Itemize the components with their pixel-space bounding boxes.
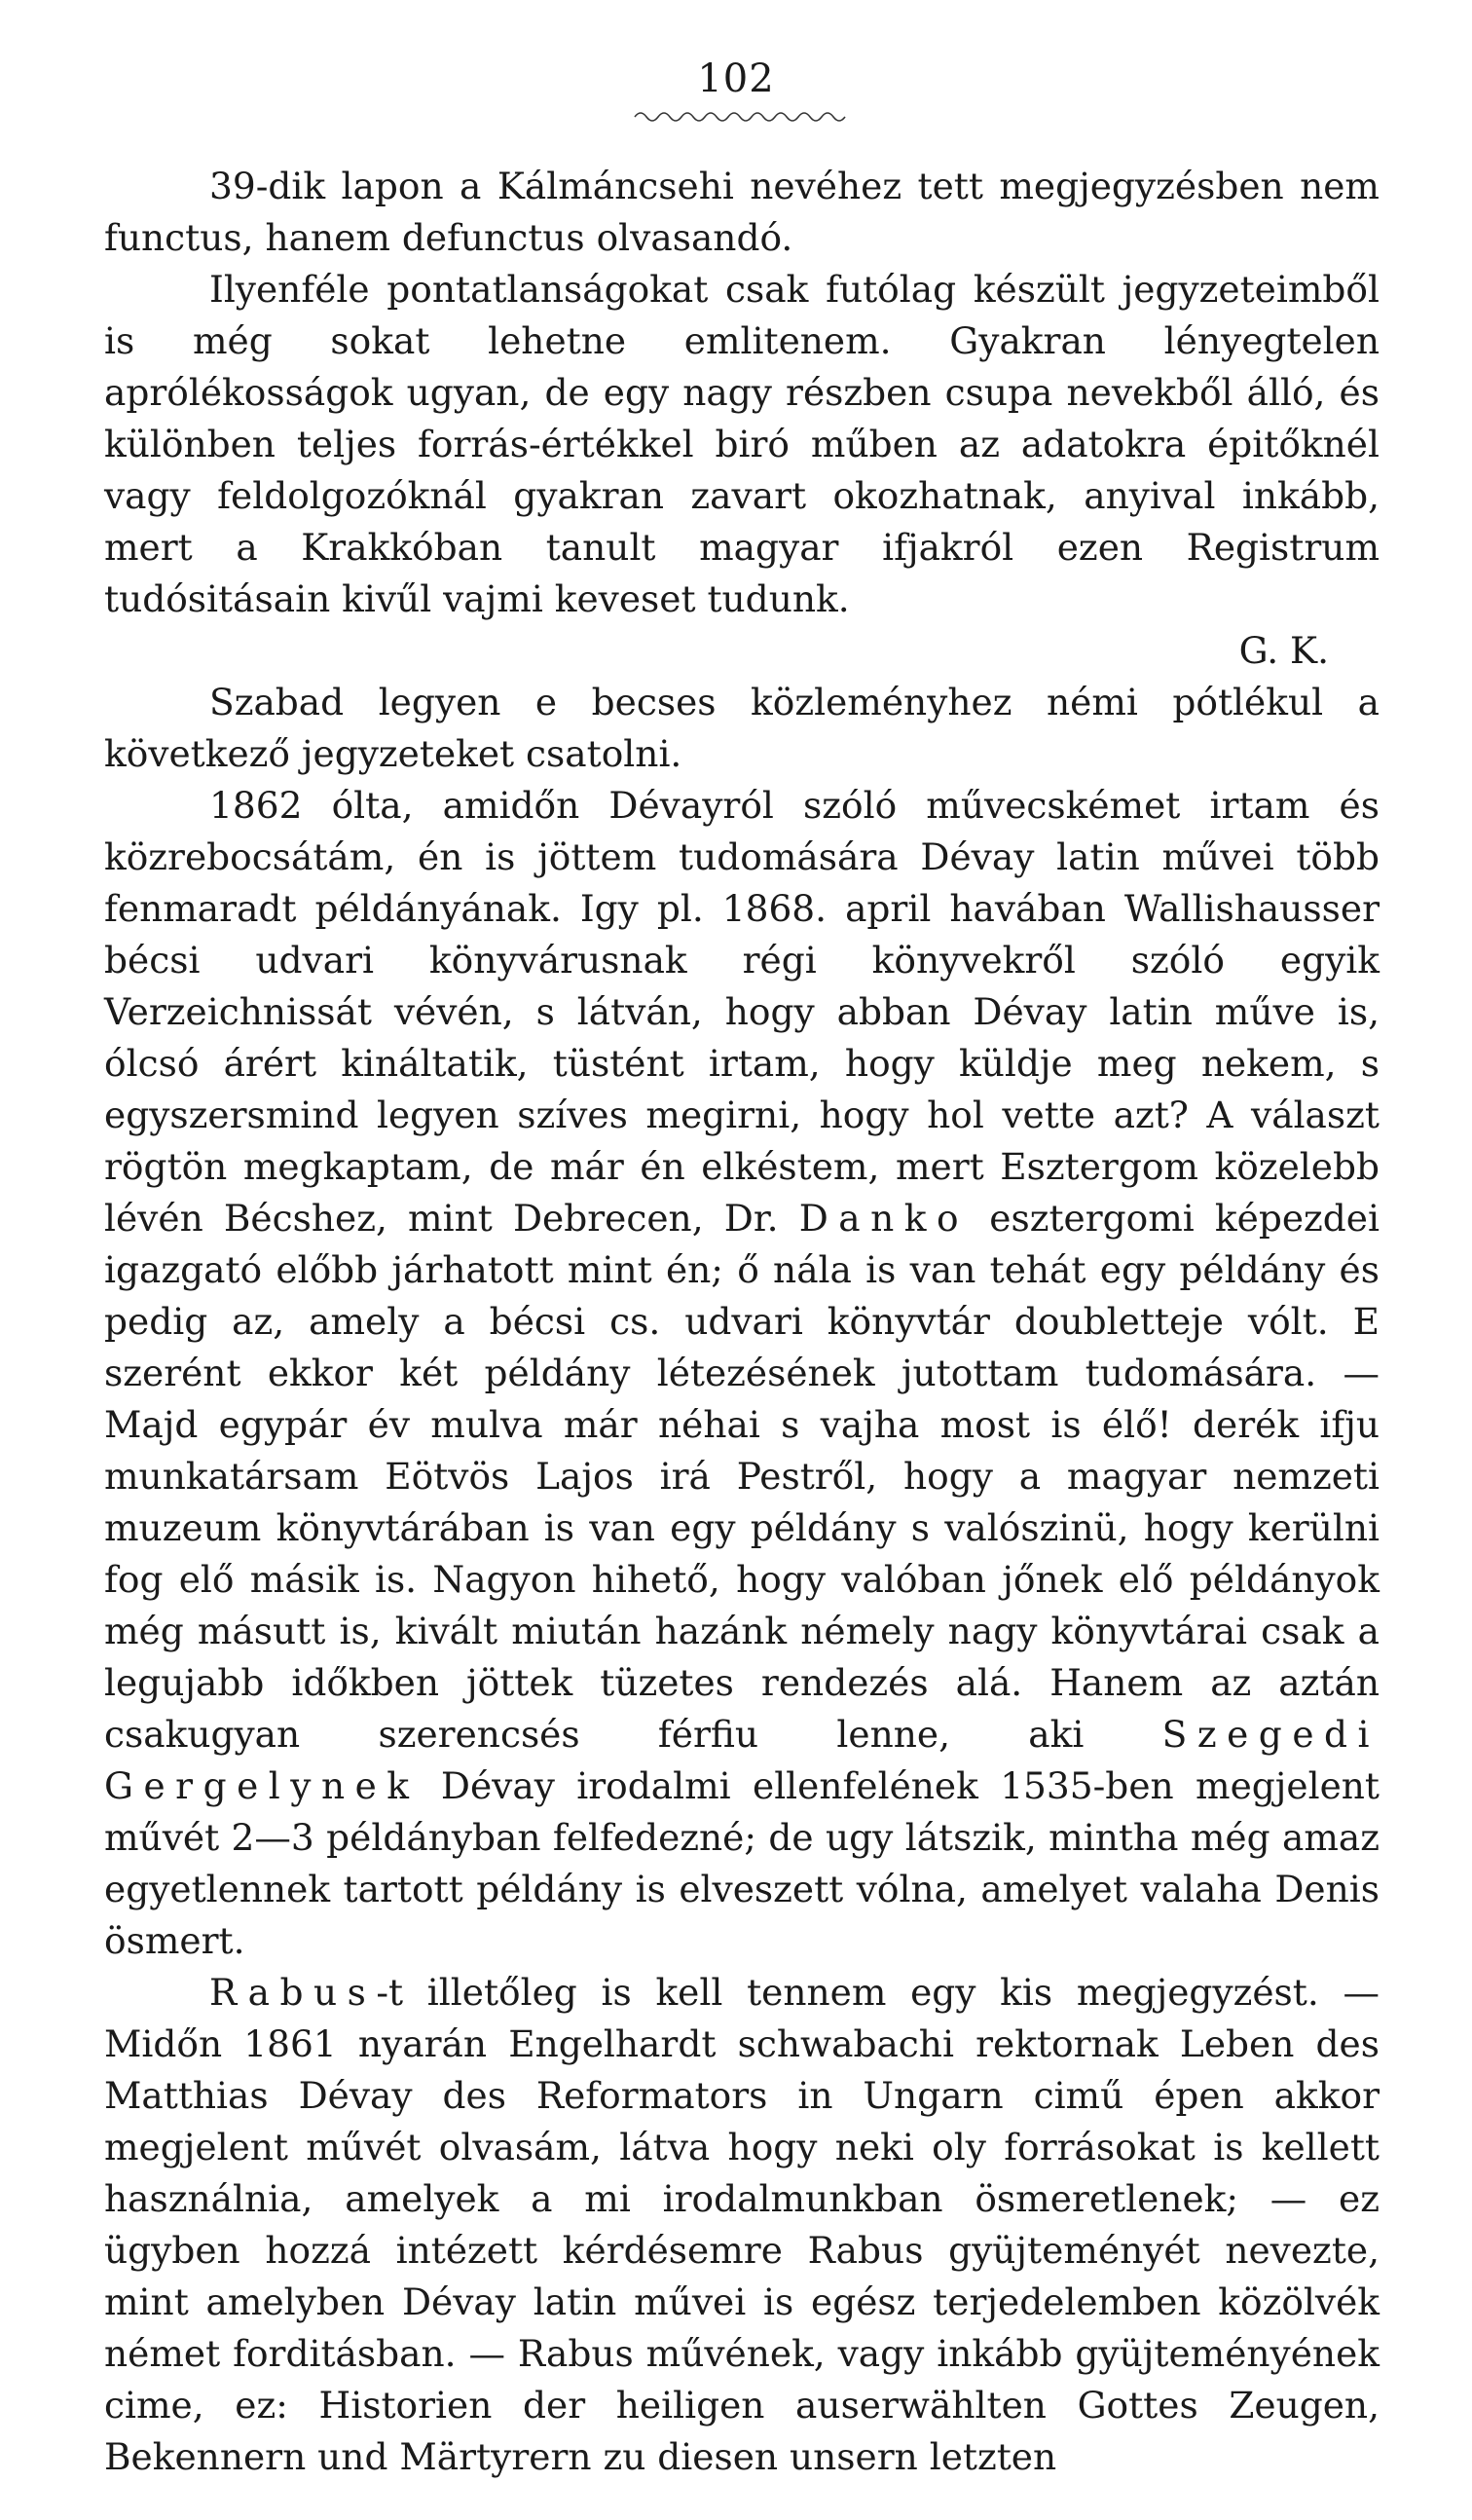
signature: G. K.: [1238, 629, 1329, 672]
paragraph-2: Ilyenféle pontatlanságokat csak futólag készült jegyzeteimből is még sokat lehetne emlitenem. Gyakran lényegtelen aprólékosságok ugyan, de egy nagy részben csupa nevekből álló, és különben teljes forrás-értékkel biró műben az adatokra épitőknél vagy feldolgozóknál gyakran zavart okozhatnak, anyival inkább, mert a Krakkóban tanult magyar ifjakról ezen Registrum tudósitásain kivűl vajmi keveset tudunk.: [104, 268, 1380, 620]
body-text: [104, 161, 1380, 2483]
paragraph-3: Szabad legyen e becses közleményhez némi pótlékul a következő jegyzeteket csatolni.: [104, 681, 1380, 775]
paragraph-4-part-3: Dévay irodalmi ellenfelének 1535-ben megjelent művét 2—3 példányban felfedezné; de ugy látszik, mintha még amaz egyetlennek tartott példány is elveszett vólna, amelyet valaha Denis ösmert.: [104, 1764, 1380, 1962]
paragraph-1: 39-dik lapon a Kálmáncsehi nevéhez tett megjegyzésben nem functus, hanem defunctus olvasandó.: [104, 165, 1380, 259]
wavy-ornament: [633, 107, 847, 127]
paragraph-4-part-1: 1862 ólta, amidőn Dévayról szóló művecskémet irtam és közrebocsátám, én is jöttem tudomására Dévay latin művei több fenmaradt példányának. Igy pl. 1868. april havában Wallishausser bécsi udvari könyvárusnak régi könyvekről szóló egyik Verzeichnissát vévén, s látván, hogy abban Dévay latin műve is, ólcsó árért kináltatik, tüstént irtam, hogy küldje meg nekem, s egyszersmind legyen szíves megirni, hogy hol vette azt? A választ rögtön megkaptam, de már én elkéstem, mert Esztergom közelebb lévén Bécshez, mint Debrecen, Dr.: [104, 784, 1380, 1240]
paragraph-5: [104, 1967, 1380, 2483]
name-danko: Danko: [798, 1197, 970, 1240]
paragraph-4: [104, 780, 1380, 1967]
name-szegedi-gergelynek: Szegedi Gergelynek: [104, 1713, 1380, 1807]
name-rabus: Rabus: [209, 1971, 377, 2014]
paragraph-4-part-2: esztergomi képezdei igazgató előbb járhatott mint én; ő nála is van tehát egy példány és pedig az, amely a bécsi cs. udvari könyvtár doubletteje vólt. E szerént ekkor két példány létezésének jutottam tudomására. — Majd egypár év mulva már néhai s vajha most is élő! derék ifju munkatársam Eötvös Lajos irá Pestről, hogy a magyar nemzeti muzeum könyvtárában is van egy példány s valószinü, hogy kerülni fog elő másik is. Nagyon hihető, hogy valóban jőnek elő példányok még másutt is, kivált miután hazánk némely nagy könyvtárai csak a legujabb időkben jöttek tüzetes rendezés alá. Hanem az aztán csakugyan szerencsés férfiu lenne, aki: [104, 1197, 1380, 1756]
page-number: 102: [697, 56, 775, 101]
paragraph-5-text: -t illetőleg is kell tennem egy kis megjegyzést. — Midőn 1861 nyarán Engelhardt schwabachi rektornak Leben des Matthias Dévay des Reformators in Ungarn cimű épen akkor megjelent művét olvasám, látva hogy neki oly forrásokat is kellett használnia, amelyek a mi irodalmunkban ösmeretlenek; — ez ügyben hozzá intézett kérdésemre Rabus gyüjteményét nevezte, mint amelyben Dévay latin művei is egész terjedelemben közölvék német forditásban. — Rabus művének, vagy inkább gyüjteményének cime, ez: Historien der heiligen auserwählten Gottes Zeugen, Bekennern und Märtyrern zu diesen unsern letzten: [104, 1971, 1380, 2478]
